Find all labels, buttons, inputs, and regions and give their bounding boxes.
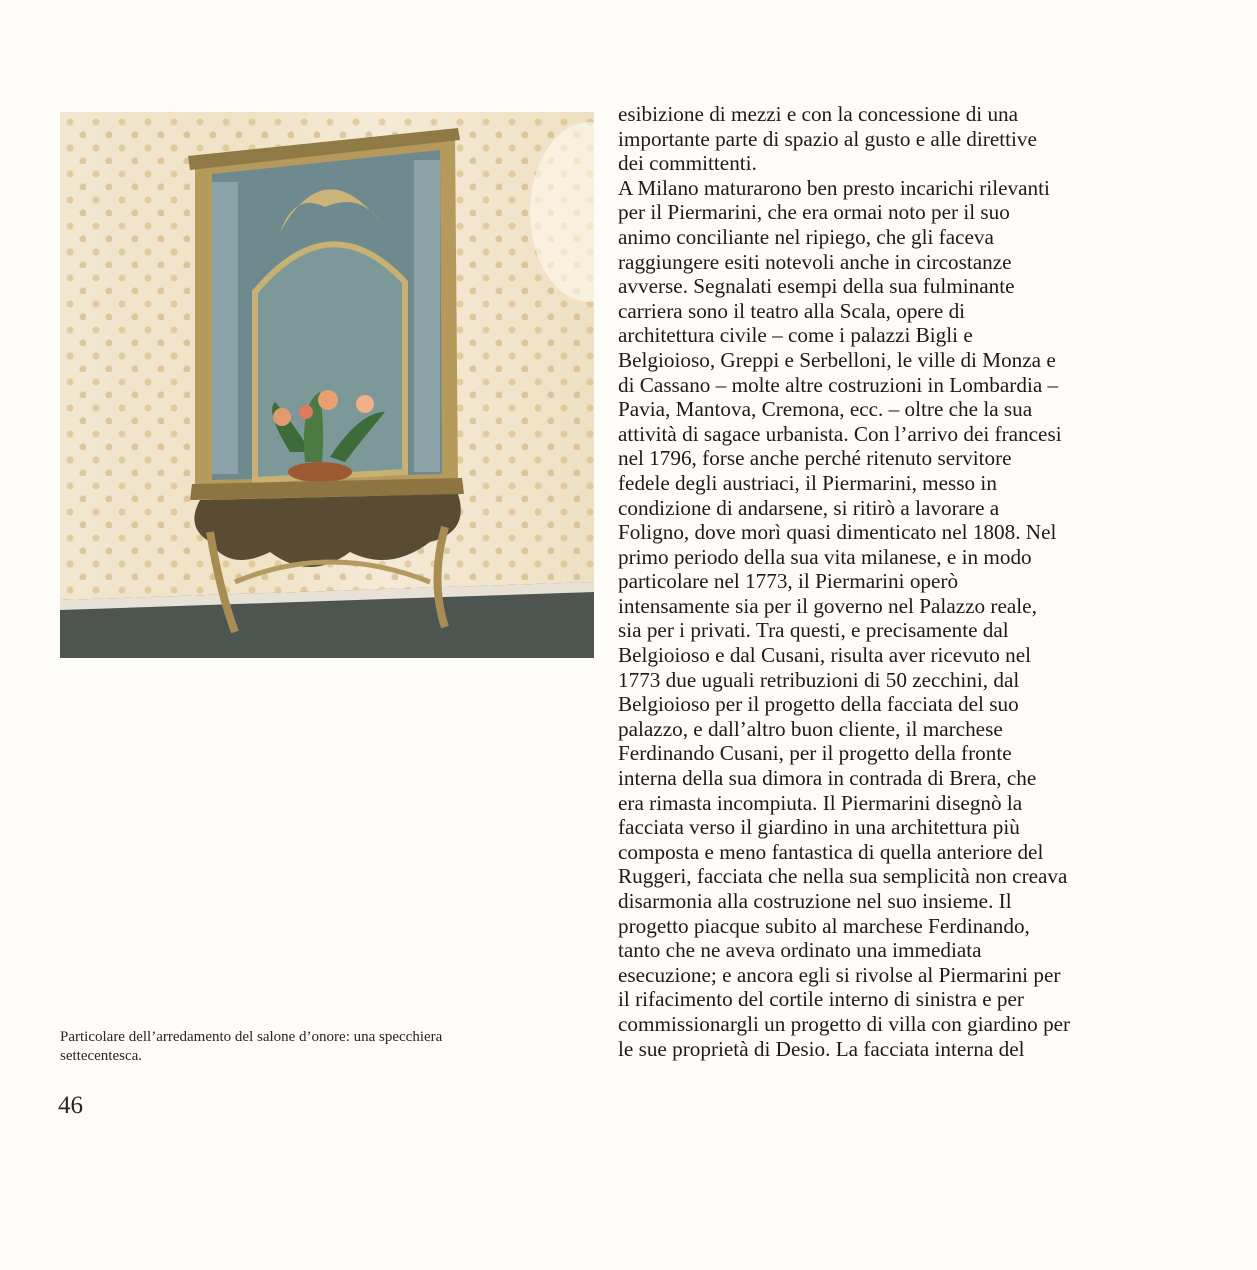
text-line: Belgioioso, Greppi e Serbelloni, le ville di Monza e: [618, 347, 1056, 372]
text-line: esecuzione; e ancora egli si rivolse al Piermarini per: [618, 962, 1061, 987]
caption-line: Particolare dell’arredamento del salone d’onore: una specchiera: [60, 1029, 443, 1045]
text-line: fedele degli austriaci, il Piermarini, messo in: [618, 470, 997, 495]
body-text-column: [618, 102, 1218, 1061]
text-line: disarmonia alla costruzione nel suo insieme. Il: [618, 889, 1012, 913]
text-line: importante parte di spazio al gusto e alle direttive: [618, 126, 1037, 151]
text-line: dei committenti.: [618, 151, 757, 176]
text-line: condizione di andarsene, si ritirò a lavorare a: [618, 495, 1000, 520]
text-line: Ruggeri, facciata che nella sua semplicità non creava: [618, 864, 1068, 889]
page-number: 46: [58, 1092, 83, 1119]
text-line: esibizione di mezzi e con la concessione di una: [618, 102, 1019, 126]
text-line: le sue proprietà di Desio. La facciata interna del: [618, 1036, 1025, 1061]
text-line: primo periodo della sua vita milanese, e in modo: [618, 544, 1032, 569]
text-line: Belgioioso e dal Cusani, risulta aver ricevuto nel: [618, 643, 1032, 668]
text-line: 1773 due uguali retribuzioni di 50 zecchini, dal: [618, 667, 1020, 692]
photo-baroque-mirror-console: [60, 112, 594, 658]
text-line: il rifacimento del cortile interno di sinistra e per: [618, 987, 1024, 1012]
text-line: per il Piermarini, che era ormai noto per il suo: [618, 200, 1010, 225]
text-line: particolare nel 1773, il Piermarini operò: [618, 569, 959, 594]
text-line: interna della sua dimora in contrada di Brera, che: [618, 766, 1037, 791]
text-line: A Milano maturarono ben presto incarichi rilevanti: [618, 175, 1050, 200]
text-line: composta e meno fantastica di quella anteriore del: [618, 839, 1044, 864]
text-line: era rimasta incompiuta. Il Piermarini disegnò la: [618, 790, 1023, 815]
text-line: commissionargli un progetto di villa con giardino per: [618, 1011, 1071, 1036]
text-line: animo conciliante nel ripiego, che gli faceva: [618, 224, 994, 249]
text-line: facciata verso il giardino in una architettura più: [618, 815, 1020, 840]
text-line: sia per i privati. Tra questi, e precisamente dal: [618, 618, 1009, 643]
text-line: raggiungere esiti notevoli anche in circostanze: [618, 249, 1012, 274]
photo-caption: [60, 1028, 560, 1066]
text-line: Pavia, Mantova, Cremona, ecc. – oltre che la sua: [618, 397, 1033, 422]
text-line: intensamente sia per il governo nel Palazzo reale,: [618, 593, 1037, 618]
text-line: architettura civile – come i palazzi Bigli e: [618, 323, 973, 348]
text-line: carriera sono il teatro alla Scala, opere di: [618, 298, 966, 323]
text-line: Belgioioso per il progetto della facciata del suo: [618, 692, 1019, 717]
text-line: di Cassano – molte altre costruzioni in Lombardia –: [618, 372, 1059, 397]
text-line: Foligno, dove morì quasi dimenticato nel 1808. Nel: [618, 520, 1057, 545]
text-line: Ferdinando Cusani, per il progetto della fronte: [618, 741, 1012, 766]
caption-line: settecentesca.: [60, 1048, 143, 1064]
text-line: progetto piacque subito al marchese Ferdinando,: [618, 913, 1030, 938]
text-line: palazzo, e dall’altro buon cliente, il marchese: [618, 716, 1003, 741]
text-line: attività di sagace urbanista. Con l’arrivo dei francesi: [618, 421, 1062, 446]
text-line: tanto che ne aveva ordinato una immediata: [618, 938, 982, 963]
text-line: avverse. Segnalati esempi della sua fulminante: [618, 274, 1015, 299]
text-line: nel 1796, forse anche perché ritenuto servitore: [618, 446, 1012, 471]
